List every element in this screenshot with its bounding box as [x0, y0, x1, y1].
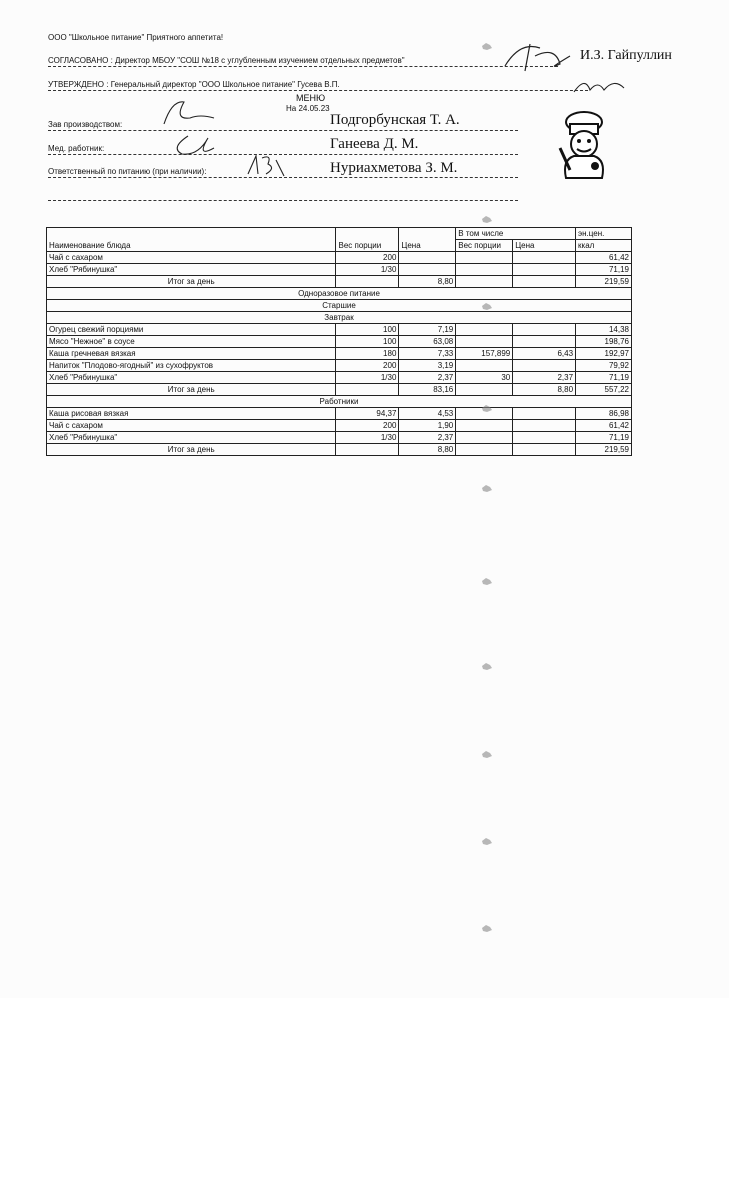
total-label: Итог за день: [47, 444, 336, 456]
medic-signature: [168, 130, 218, 160]
cell-kcal: 219,59: [576, 276, 632, 288]
approved-underline: [48, 90, 588, 91]
responsible-signature: [244, 150, 294, 180]
cell-weight: [336, 444, 399, 456]
cell-kcal: 14,38: [576, 324, 632, 336]
total-label: Итог за день: [47, 276, 336, 288]
cell-incl-price: [513, 276, 576, 288]
cell-weight: 180: [336, 348, 399, 360]
cell-kcal: 71,19: [576, 372, 632, 384]
medic-name: Ганеева Д. М.: [330, 136, 419, 152]
cell-incl-price: 8,80: [513, 384, 576, 396]
cell-incl-weight: [456, 336, 513, 348]
director-signature: [500, 36, 580, 76]
cell-weight: 1/30: [336, 264, 399, 276]
cell-price: 7,33: [399, 348, 456, 360]
cell-incl-weight: [456, 360, 513, 372]
menu-date: На 24.05.23: [286, 104, 330, 113]
section-row: [47, 312, 632, 324]
cell-incl-weight: 30: [456, 372, 513, 384]
dish-name: Хлеб "Рябинушка": [47, 432, 336, 444]
section-row: [47, 396, 632, 408]
cell-incl-weight: [456, 432, 513, 444]
cell-kcal: 86,98: [576, 408, 632, 420]
chef-logo: [552, 108, 614, 182]
cell-incl-weight: [456, 264, 513, 276]
cell-incl-weight: 157,899: [456, 348, 513, 360]
cell-kcal: 79,92: [576, 360, 632, 372]
scan-speck: [480, 575, 494, 587]
cell-incl-weight: [456, 324, 513, 336]
cell-weight: 1/30: [336, 372, 399, 384]
cell-kcal: 61,42: [576, 252, 632, 264]
cell-weight: 94,37: [336, 408, 399, 420]
header-energy-top: эн.цен.: [576, 228, 632, 240]
scan-speck: [480, 300, 494, 312]
cell-price: 63,08: [399, 336, 456, 348]
cell-kcal: 192,97: [576, 348, 632, 360]
cell-incl-price: 2,37: [513, 372, 576, 384]
cell-incl-price: [513, 324, 576, 336]
dish-name: Каша гречневая вязкая: [47, 348, 336, 360]
cell-weight: 200: [336, 420, 399, 432]
agreed-line: СОГЛАСОВАНО : Директор МБОУ "СОШ №18 с углубленным изучением отдельных предметов": [48, 56, 405, 65]
table-row: [47, 360, 632, 372]
medic-label: Мед. работник:: [48, 144, 105, 153]
dish-name: Мясо "Нежное" в соусе: [47, 336, 336, 348]
cell-price: 8,80: [399, 444, 456, 456]
section-row: [47, 300, 632, 312]
cell-weight: 100: [336, 336, 399, 348]
table-row: [47, 432, 632, 444]
header-price: Цена: [399, 228, 456, 252]
cell-kcal: 71,19: [576, 432, 632, 444]
scan-speck: [480, 835, 494, 847]
cell-kcal: 557,22: [576, 384, 632, 396]
total-row: [47, 276, 632, 288]
agreed-underline: [48, 66, 558, 67]
cell-incl-weight: [456, 444, 513, 456]
menu-title: МЕНЮ: [296, 93, 326, 103]
scan-speck: [480, 922, 494, 934]
general-director-signature: [570, 74, 630, 100]
scan-speck: [480, 213, 494, 225]
cell-price: 83,16: [399, 384, 456, 396]
cell-incl-price: [513, 420, 576, 432]
cell-incl-price: [513, 252, 576, 264]
dish-name: Хлеб "Рябинушка": [47, 372, 336, 384]
cell-kcal: 219,59: [576, 444, 632, 456]
dish-name: Напиток "Плодово-ягодный" из сухофруктов: [47, 360, 336, 372]
cell-incl-price: [513, 408, 576, 420]
head-of-production-signature: [160, 96, 220, 128]
dish-name: Чай с сахаром: [47, 420, 336, 432]
cell-incl-price: [513, 264, 576, 276]
table-row: [47, 408, 632, 420]
table-row: [47, 372, 632, 384]
cell-incl-weight: [456, 384, 513, 396]
total-row: [47, 384, 632, 396]
cell-weight: 1/30: [336, 432, 399, 444]
cell-weight: [336, 384, 399, 396]
header-incl-price: Цена: [513, 240, 576, 252]
dish-name: Чай с сахаром: [47, 252, 336, 264]
table-body: [47, 252, 632, 456]
table-row: [47, 252, 632, 264]
cell-price: [399, 264, 456, 276]
cell-price: 3,19: [399, 360, 456, 372]
cell-weight: 200: [336, 252, 399, 264]
header-incl: В том числе: [456, 228, 576, 240]
cell-incl-price: [513, 360, 576, 372]
cell-incl-price: [513, 336, 576, 348]
cell-incl-weight: [456, 276, 513, 288]
dish-name: Хлеб "Рябинушка": [47, 264, 336, 276]
table-row: [47, 336, 632, 348]
header-name: Наименование блюда: [47, 228, 336, 252]
scan-speck: [480, 402, 494, 414]
cell-weight: 100: [336, 324, 399, 336]
scan-speck: [480, 40, 494, 52]
cell-incl-price: [513, 432, 576, 444]
cell-weight: 200: [336, 360, 399, 372]
total-row: [47, 444, 632, 456]
section-title: Одноразовое питание: [47, 288, 632, 300]
header-weight: Вес порции: [336, 228, 399, 252]
table-row: [47, 348, 632, 360]
table-row: [47, 264, 632, 276]
cell-weight: [336, 276, 399, 288]
table-row: [47, 420, 632, 432]
cell-incl-price: [513, 444, 576, 456]
dish-name: Каша рисовая вязкая: [47, 408, 336, 420]
scan-speck: [480, 748, 494, 760]
header-energy-bottom: ккал: [576, 240, 632, 252]
cell-price: 2,37: [399, 432, 456, 444]
scan-speck: [480, 660, 494, 672]
cell-price: [399, 252, 456, 264]
head-of-production-label: Зав производством:: [48, 120, 123, 129]
cell-kcal: 71,19: [576, 264, 632, 276]
table-row: [47, 324, 632, 336]
dish-name: Огурец свежий порциями: [47, 324, 336, 336]
section-title: Старшие: [47, 300, 632, 312]
company-line: ООО "Школьное питание" Приятного аппетита!: [48, 33, 224, 42]
table-header-row-top: [47, 228, 632, 240]
cell-kcal: 198,76: [576, 336, 632, 348]
head-of-production-name: Подгорбунская Т. А.: [330, 112, 460, 128]
responsible-name: Нуриахметова З. М.: [330, 160, 458, 176]
blank-underline: [48, 200, 518, 201]
cell-incl-weight: [456, 420, 513, 432]
menu-table: [46, 227, 632, 456]
approved-line: УТВЕРЖДЕНО : Генеральный директор "ООО Школьное питание" Гусева В.П.: [48, 80, 340, 89]
cell-price: 2,37: [399, 372, 456, 384]
cell-price: 4,53: [399, 408, 456, 420]
agreed-name: И.З. Гайпуллин: [580, 48, 672, 63]
head-of-production-underline: [48, 130, 518, 131]
header-incl-weight: Вес порции: [456, 240, 513, 252]
section-title: Работники: [47, 396, 632, 408]
cell-price: 8,80: [399, 276, 456, 288]
scan-speck: [480, 482, 494, 494]
cell-kcal: 61,42: [576, 420, 632, 432]
section-row: [47, 288, 632, 300]
cell-price: 1,90: [399, 420, 456, 432]
total-label: Итог за день: [47, 384, 336, 396]
responsible-label: Ответственный по питанию (при наличии):: [48, 167, 207, 176]
cell-price: 7,19: [399, 324, 456, 336]
cell-incl-weight: [456, 252, 513, 264]
section-title: Завтрак: [47, 312, 632, 324]
cell-incl-price: 6,43: [513, 348, 576, 360]
